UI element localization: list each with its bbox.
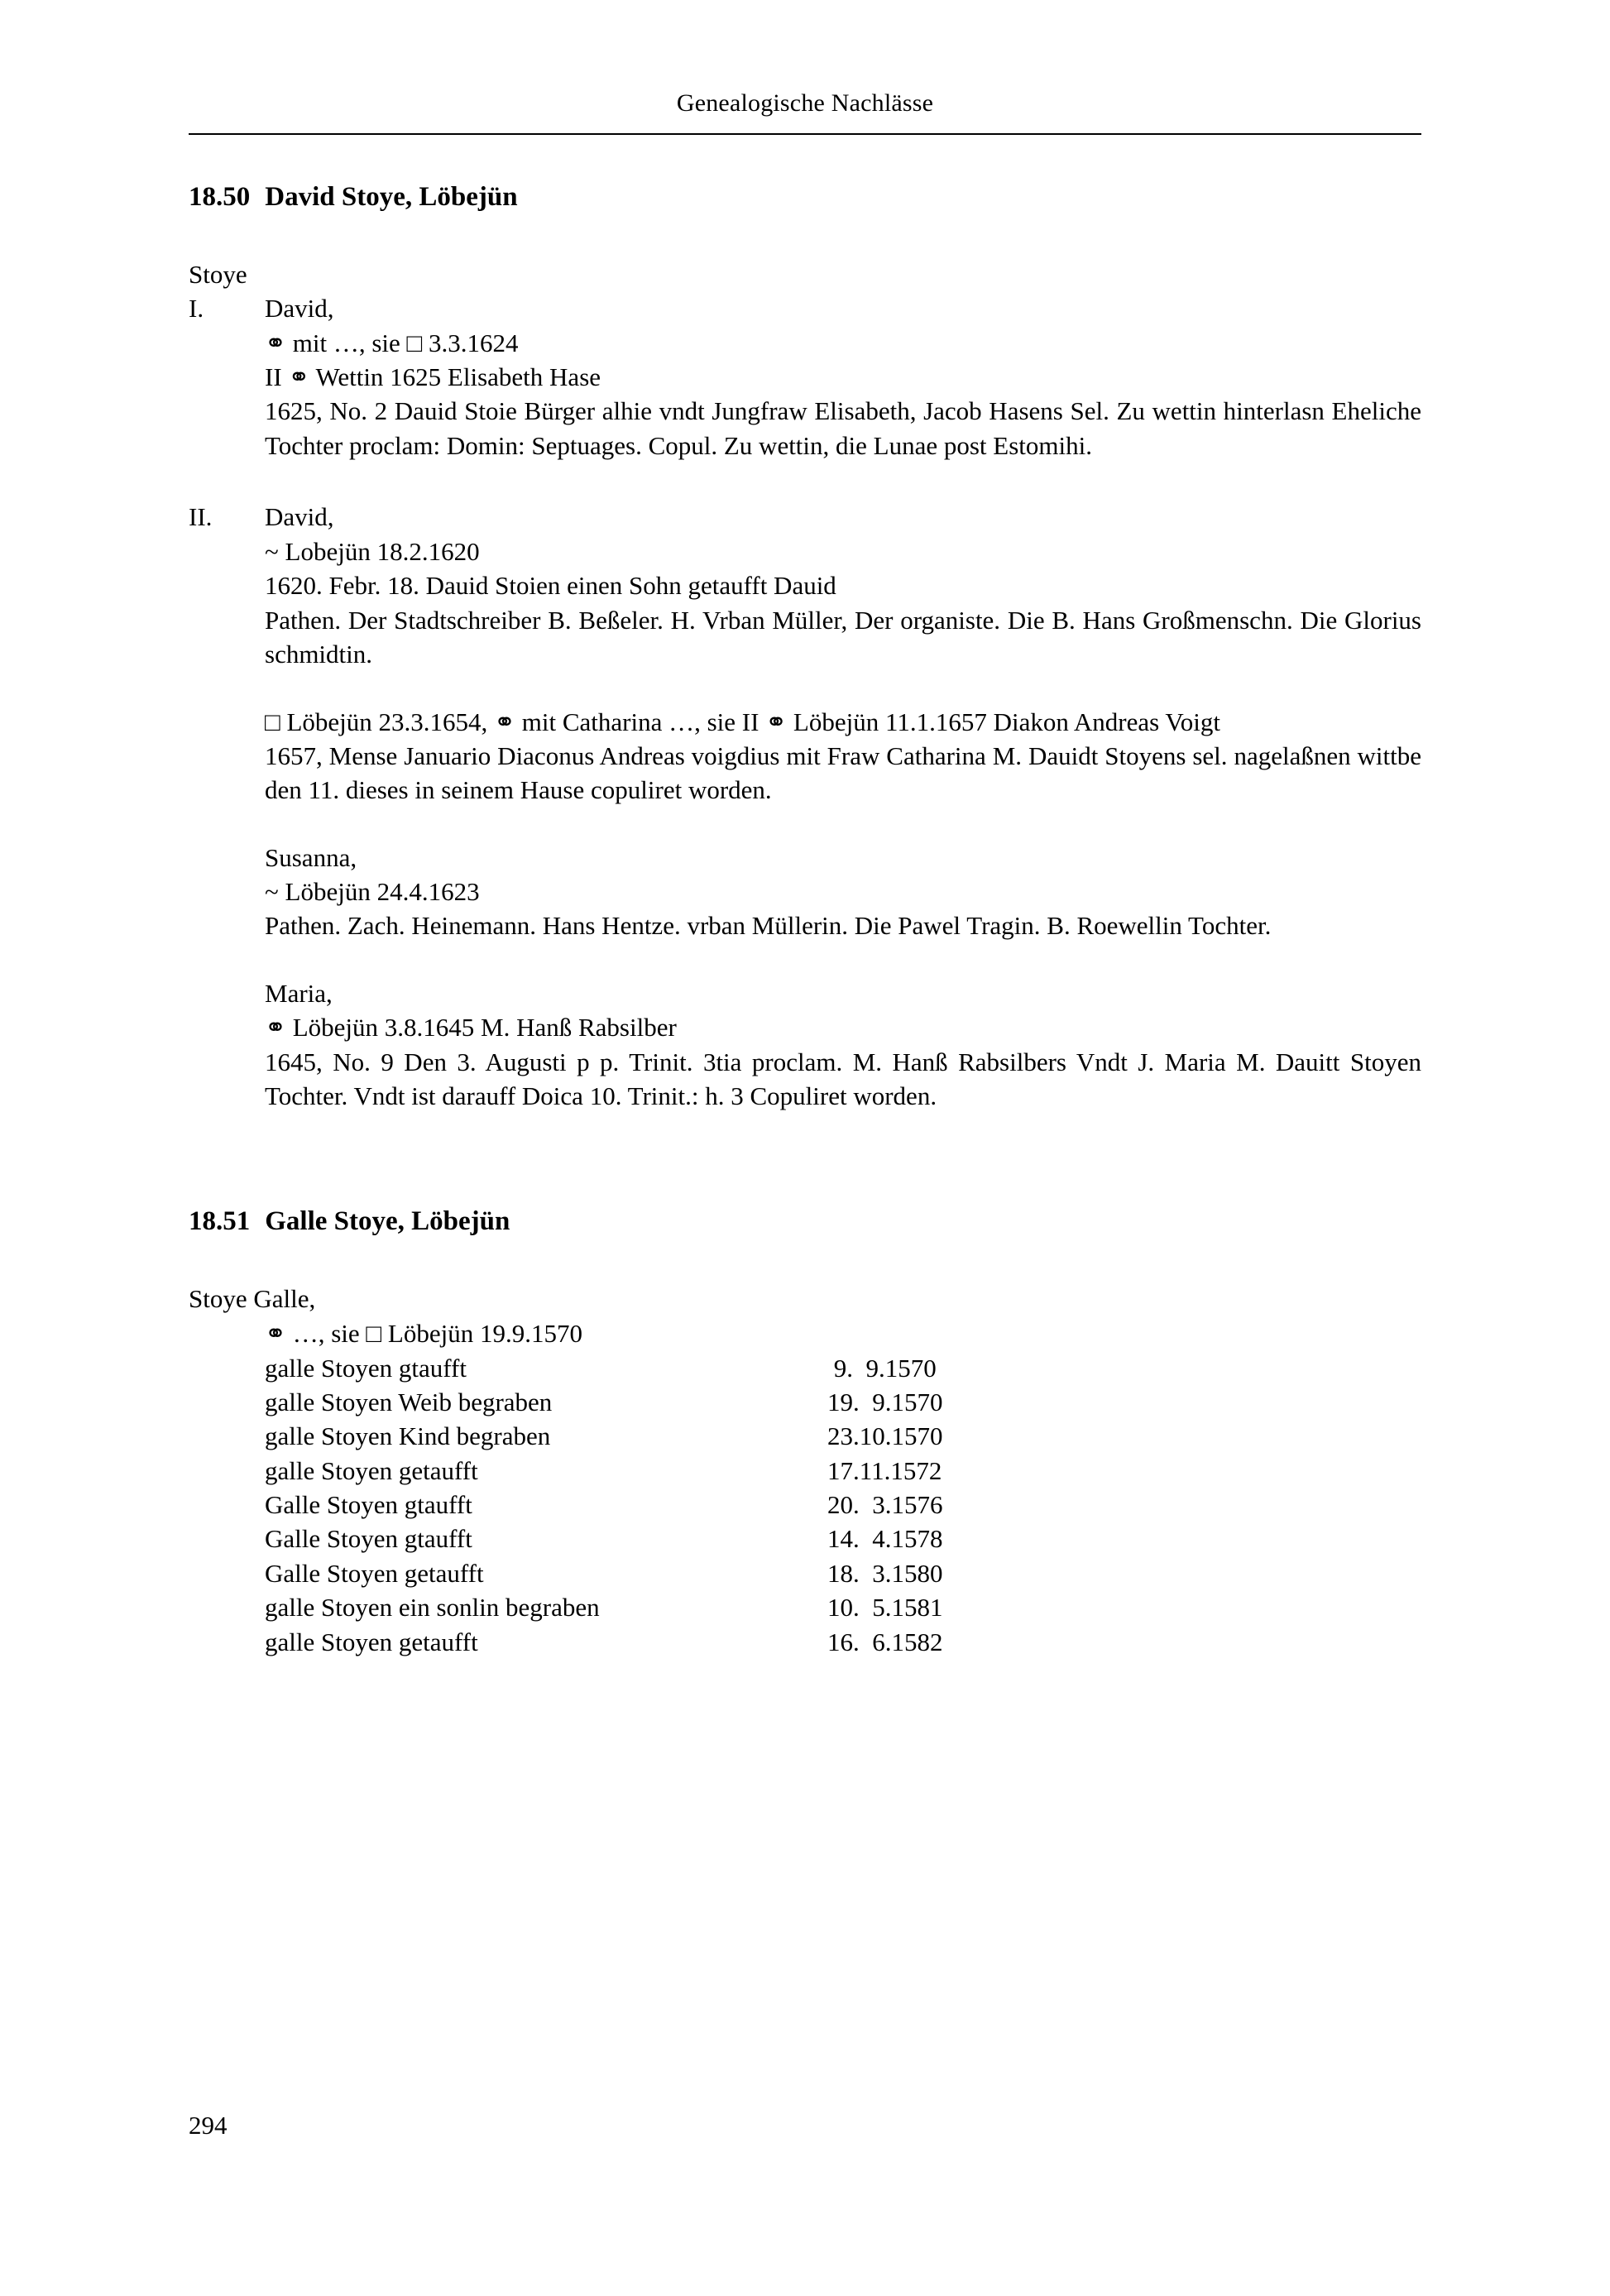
entry-detail-lines <box>265 534 1421 603</box>
list-item <box>265 1419 1421 1453</box>
record-label: galle Stoyen getaufft <box>265 1455 478 1485</box>
baptism-record-line: 1620. Febr. 18. Dauid Stoien einen Sohn getaufft Dauid <box>265 571 836 601</box>
spacer <box>189 1239 1421 1282</box>
family-surname: Stoye <box>189 259 247 289</box>
list-item <box>265 1454 1421 1488</box>
marriage-line: ⚭ mit …, sie □ 3.3.1624 <box>265 328 519 357</box>
spacer <box>189 215 1421 258</box>
list-item <box>265 1522 1421 1555</box>
record-label: galle Stoyen ein sonlin begraben <box>265 1593 600 1623</box>
header-rule <box>189 133 1421 135</box>
record-label: galle Stoyen getaufft <box>265 1627 478 1656</box>
child-name: Maria, <box>265 978 333 1008</box>
section-title: Galle Stoye, Löbejün <box>265 1206 510 1237</box>
marriage-line: ⚭ Löbejün 3.8.1645 M. Hanß Rabsilber <box>265 1013 677 1043</box>
list-item <box>265 1556 1421 1590</box>
godparents-paragraph: Pathen. Der Stadtschreiber B. Beßeler. H. Vrban Müller, Der organiste. Die B. Hans Großmenschn. Die Glorius schmidtin. <box>265 605 1421 669</box>
record-label: Galle Stoyen gtaufft <box>265 1490 472 1520</box>
entry-source-paragraph: 1625, No. 2 Dauid Stoie Bürger alhie vndt Jungfraw Elisabeth, Jacob Hasens Sel. Zu wettin hinterlasn Eheliche Tochter proclam: Domin: Septuages. Copul. Zu wettin, die Lunae post Estomihi. <box>265 396 1421 460</box>
record-date: 16. 6.1582 <box>827 1627 943 1656</box>
entry-person-name: David, <box>265 293 334 323</box>
marriage-record-paragraph: 1645, No. 9 Den 3. Augusti p p. Trinit. 3tia proclam. M. Hanß Rabsilbers Vndt J. Maria M. Dauitt Stoyen Tochter. Vndt ist darauff Doica 10. Trinit.: h. 3 Copuliret worden. <box>265 1047 1421 1110</box>
section-number: 18.50 <box>189 182 251 212</box>
section-title: David Stoye, Löbejün <box>265 182 518 212</box>
galle-record-list <box>265 1316 1421 1659</box>
marriage-line: ⚭ …, sie □ Löbejün 19.9.1570 <box>265 1319 582 1349</box>
section-18-50 <box>189 180 1421 215</box>
sub-block-catharina <box>265 705 1421 808</box>
entry-roman-numeral: II. <box>189 502 213 532</box>
record-label: Galle Stoyen gtaufft <box>265 1524 472 1554</box>
record-date: 23.10.1570 <box>827 1421 943 1451</box>
running-header: Genealogische Nachlässe <box>676 89 934 117</box>
list-item <box>265 1590 1421 1624</box>
sub-block-susanna <box>265 841 1421 943</box>
entry-header <box>189 292 1421 326</box>
marriage-record-paragraph: 1657, Mense Januario Diaconus Andreas voigdius mit Fraw Catharina M. Dauidt Stoyens sel. nagelaßnen wittbe den 11. dieses in seinem Hause copuliret worden. <box>265 741 1421 805</box>
family-surname: Stoye Galle, <box>189 1284 316 1314</box>
baptism-line: ~ Löbejün 24.4.1623 <box>265 877 480 907</box>
burial-marriage-paragraph: □ Löbejün 23.3.1654, ⚭ mit Catharina …, sie II ⚭ Löbejün 11.1.1657 Diakon Andreas Voigt <box>265 707 1220 736</box>
child-name: Susanna, <box>265 842 357 872</box>
list-item <box>265 1625 1421 1659</box>
entry-header <box>189 501 1421 534</box>
record-date: 18. 3.1580 <box>827 1558 943 1588</box>
genealogy-entry-i <box>189 292 1421 463</box>
page-number: 294 <box>189 2111 228 2140</box>
godparents-paragraph: Pathen. Zach. Heinemann. Hans Hentze. vrban Müllerin. Die Pawel Tragin. B. Roewellin Tochter. <box>265 911 1272 941</box>
record-date: 20. 3.1576 <box>827 1490 943 1520</box>
second-marriage-line: II ⚭ Wettin 1625 Elisabeth Hase <box>265 362 601 392</box>
record-label: galle Stoyen Weib begraben <box>265 1387 553 1416</box>
entry-roman-numeral: I. <box>189 293 204 323</box>
entry-detail-lines <box>265 326 1421 395</box>
record-date: 17.11.1572 <box>827 1455 942 1485</box>
record-label: galle Stoyen gtaufft <box>265 1353 467 1383</box>
text-column <box>189 170 1421 1659</box>
record-label: galle Stoyen Kind begraben <box>265 1421 551 1451</box>
genealogy-entry-ii <box>189 501 1421 1113</box>
section-heading <box>189 180 1421 215</box>
section-18-51 <box>189 1204 1421 1239</box>
list-item <box>265 1488 1421 1522</box>
section-heading <box>189 1204 1421 1239</box>
list-item <box>265 1351 1421 1385</box>
baptism-line: ~ Lobejün 18.2.1620 <box>265 537 480 567</box>
record-date: 9. 9.1570 <box>827 1353 937 1383</box>
sub-block-maria <box>265 976 1421 1114</box>
section-number: 18.51 <box>189 1206 251 1237</box>
record-date: 19. 9.1570 <box>827 1387 943 1416</box>
entry-person-name: David, <box>265 502 334 532</box>
record-date: 14. 4.1578 <box>827 1524 943 1554</box>
record-label: Galle Stoyen getaufft <box>265 1558 484 1588</box>
list-item <box>265 1385 1421 1419</box>
record-date: 10. 5.1581 <box>827 1593 943 1623</box>
